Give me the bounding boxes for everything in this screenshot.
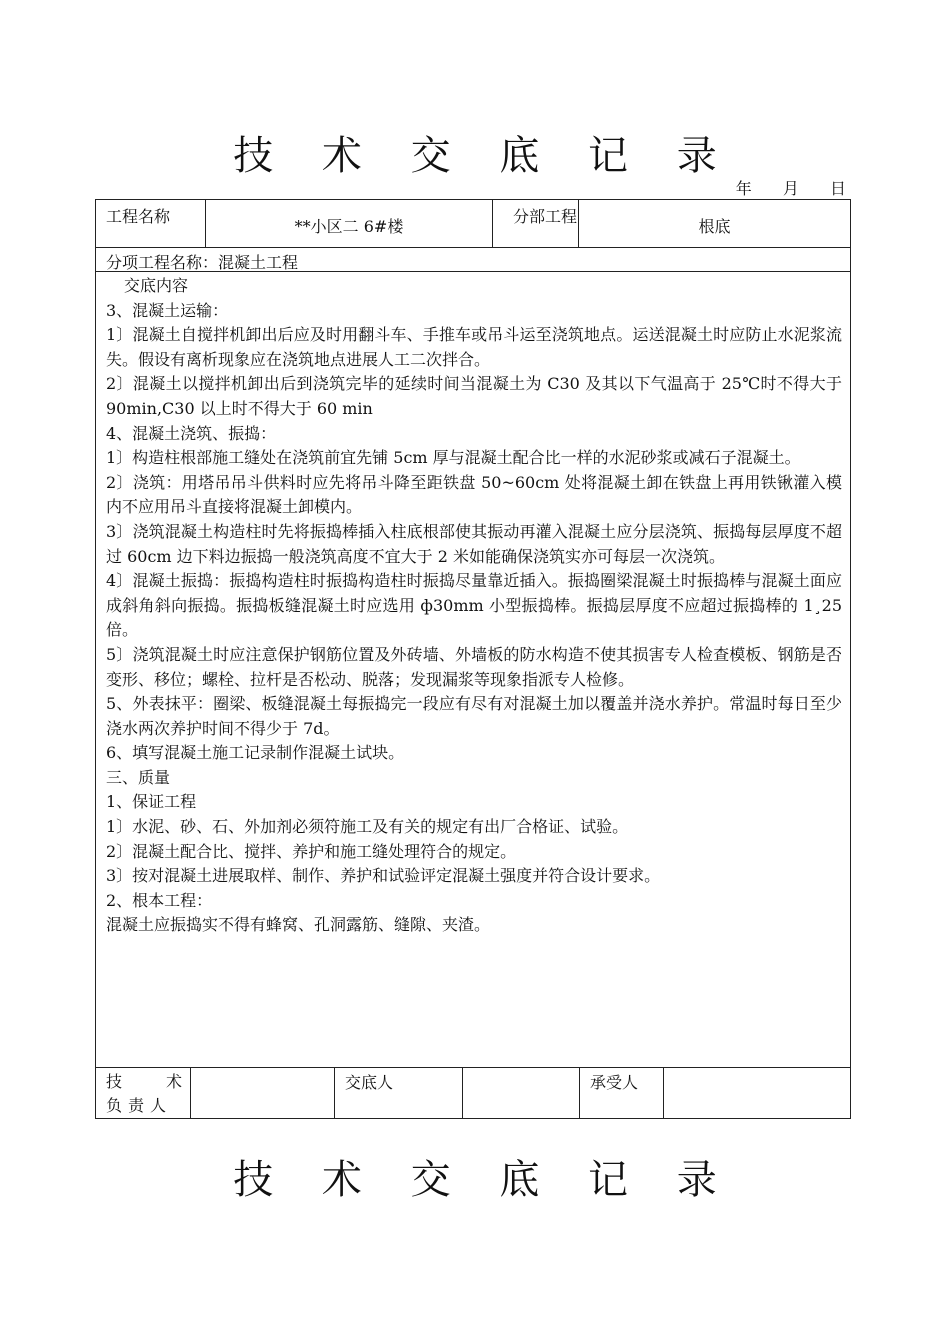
- content-paragraph: 三、质量: [106, 767, 171, 787]
- receiver-signature: [664, 1068, 850, 1118]
- signature-row: [96, 1068, 850, 1118]
- tech-lead-label-b: 术: [165, 1072, 182, 1091]
- content-paragraph: 2〕混凝土配合比、搅拌、养护和施工缝处理符合的规定。: [106, 841, 517, 861]
- header-row: [96, 200, 850, 248]
- handover-content: [96, 272, 850, 1068]
- content-paragraph: 3、混凝土运输：: [106, 300, 229, 320]
- content-paragraph: 1〕构造柱根部施工缝处在浇筑前宜先铺 5cm 厚与混凝土配合比一样的水泥砂浆或减石子混凝土。: [106, 448, 801, 468]
- project-name-label: 工程名称: [96, 200, 206, 247]
- date-year: 年: [735, 179, 752, 198]
- content-paragraph: 6、填写混凝土施工记录制作混凝土试块。: [106, 743, 405, 763]
- project-name-value: **小区二 6#楼: [206, 200, 493, 247]
- handover-person-signature: [463, 1068, 580, 1118]
- content-paragraph: 混凝土应振捣实不得有蜂窝、孔洞露筋、缝隙、夹渣。: [106, 915, 491, 935]
- subproject-row: 分项工程名称：混凝土工程: [96, 248, 850, 272]
- division-label: 分部工程: [493, 200, 579, 247]
- page-title: 技 术 交 底 记 录: [233, 133, 735, 179]
- content-paragraph: 5、外表抹平：圈梁、板缝混凝土每振捣完一段应有尽有对混凝土加以覆盖并浇水养护。常温时每日至少浇水两次养护时间不得少于 7d。: [106, 694, 842, 738]
- date-line: [710, 176, 846, 199]
- content-paragraph: 1〕混凝土自搅拌机卸出后应及时用翻斗车、手推车或吊斗运至浇筑地点。运送混凝土时应防止水泥浆流失。假设有离析现象应在浇筑地点进展人工二次拌合。: [106, 325, 842, 369]
- date-day: 日: [829, 179, 846, 198]
- content-paragraph: 1、保证工程: [106, 792, 197, 812]
- content-paragraph: 3〕按对混凝土进展取样、制作、养护和试验评定混凝土强度并符合设计要求。: [106, 866, 661, 886]
- content-paragraph: 2、根本工程：: [106, 890, 213, 910]
- content-paragraph: 2〕浇筑：用塔吊吊斗供料时应先将吊斗降至距铁盘 50~60cm 处将混凝土卸在铁盘上再用铁锹灌入模内不应用吊斗直接将混凝土卸模内。: [106, 472, 842, 517]
- content-paragraph: 4、混凝土浇筑、振捣：: [106, 423, 277, 443]
- content-paragraph: 5〕浇筑混凝土时应注意保护钢筋位置及外砖墙、外墙板的防水构造不使其损害专人检查模板、钢筋是否变形、移位；螺栓、拉杆是否松动、脱落；发现漏浆等现象指派专人检修。: [106, 644, 842, 689]
- content-lines: [106, 299, 842, 938]
- record-table: [95, 199, 851, 1119]
- content-paragraph: 4〕混凝土振捣：振捣构造柱时振捣构造柱时振捣尽量靠近插入。振捣圈梁混凝土时振捣棒与混凝土面应成斜角斜向振捣。振捣板缝混凝土时应选用 ф30mm 小型振捣棒。振捣层厚度不应超过振捣棒的 1¸25 倍。: [106, 571, 842, 640]
- date-month: 月: [782, 179, 799, 198]
- content-heading: 交底内容: [124, 276, 189, 295]
- content-paragraph: 3〕浇筑混凝土构造柱时先将振捣棒插入柱底根部使其振动再灌入混凝土应分层浇筑、振捣每层厚度不超过 60cm 边下料边振捣一般浇筑高度不宜大于 2 米如能确保浇筑实亦可每层一次浇筑。: [106, 521, 842, 566]
- receiver-label: 承受人: [580, 1068, 664, 1118]
- tech-lead-signature: [191, 1068, 335, 1118]
- tech-lead-label-c: 负责人: [106, 1096, 173, 1115]
- content-paragraph: 2〕混凝土以搅拌机卸出后到浇筑完毕的延续时间当混凝土为 C30 及其以下气温高于 25℃时不得大于 90min,C30 以上时不得大于 60 min: [106, 374, 842, 418]
- content-paragraph: 1〕水泥、砂、石、外加剂必须符施工及有关的规定有出厂合格证、试验。: [106, 817, 629, 837]
- division-value: 根底: [698, 217, 731, 236]
- handover-person-label: 交底人: [335, 1068, 463, 1118]
- next-page-title: 技 术 交 底 记 录: [233, 1157, 735, 1203]
- tech-lead-label: [96, 1068, 191, 1118]
- tech-lead-label-a: 技: [106, 1072, 123, 1091]
